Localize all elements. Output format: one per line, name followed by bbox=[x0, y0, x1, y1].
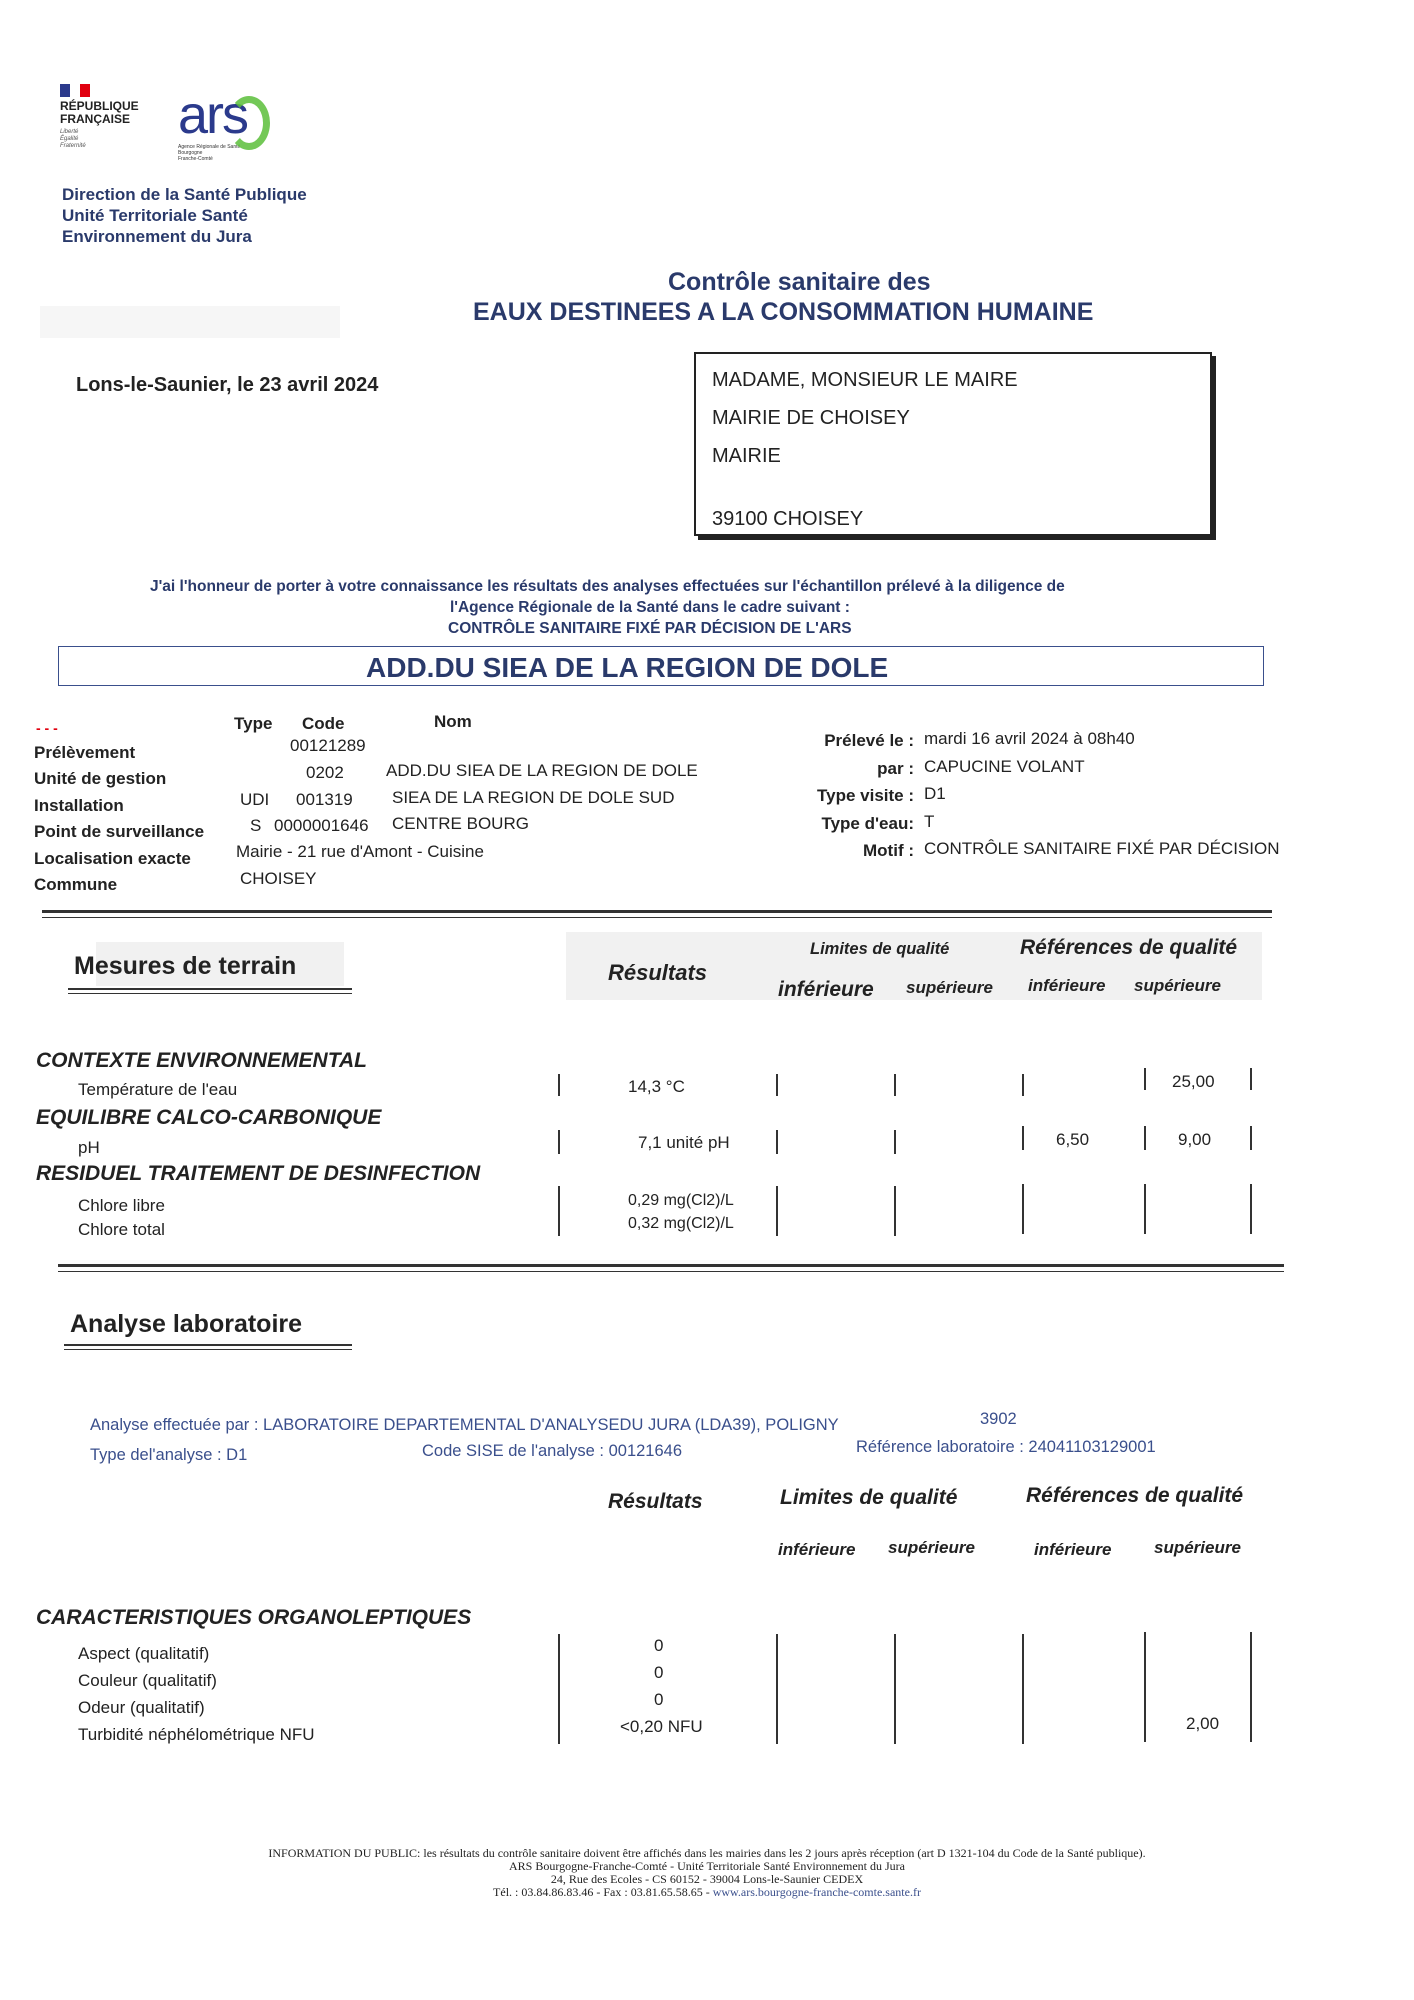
row-odeur-result: 0 bbox=[654, 1690, 664, 1709]
col-type-header: Type bbox=[234, 714, 273, 733]
recipient-block bbox=[712, 361, 1018, 475]
footer-line-2: ARS Bourgogne-Franche-Comté - Unité Territoriale Santé Environnement du Jura bbox=[509, 1859, 905, 1873]
commune-value: CHOISEY bbox=[240, 869, 317, 888]
terrain-heading-underline bbox=[68, 988, 352, 990]
ars-logo bbox=[178, 85, 248, 162]
ars-sub-2: Bourgogne bbox=[178, 150, 203, 156]
labo-analyse-par: Analyse effectuée par : LABORATOIRE DEPARTEMENTAL D'ANALYSEDU JURA (LDA39), POLIGNY bbox=[90, 1416, 839, 1434]
footer-line-3: 24, Rue des Ecoles - CS 60152 - 39004 Lons-le-Saunier CEDEX bbox=[550, 1872, 864, 1886]
prelevement-code: 00121289 bbox=[290, 736, 366, 755]
labo-row-labels bbox=[78, 1640, 315, 1748]
section-equilibre: EQUILIBRE CALCO-CARBONIQUE bbox=[36, 1106, 382, 1129]
row-temperature-ref-sup: 25,00 bbox=[1172, 1072, 1215, 1091]
devise-3: Fraternité bbox=[60, 143, 86, 149]
point-nom: CENTRE BOURG bbox=[392, 814, 529, 833]
terrain-col-bar bbox=[894, 1186, 896, 1236]
col-code-header: Code bbox=[302, 714, 345, 733]
terrain-ref-sup: supérieure bbox=[1134, 976, 1221, 995]
terrain-col-bar bbox=[558, 1186, 560, 1236]
row-ph-ref-sup: 9,00 bbox=[1178, 1130, 1212, 1149]
labo-lim-inf: inférieure bbox=[778, 1540, 856, 1559]
section-organoleptiques: CARACTERISTIQUES ORGANOLEPTIQUES bbox=[36, 1606, 472, 1629]
terrain-col-bar bbox=[1022, 1074, 1024, 1096]
section-contexte: CONTEXTE ENVIRONNEMENTAL bbox=[36, 1049, 367, 1072]
terrain-col-references: Références de qualité bbox=[1020, 936, 1238, 959]
label-point: Point de surveillance bbox=[34, 822, 205, 842]
row-turbidite-ref-sup: 2,00 bbox=[1186, 1714, 1220, 1733]
labo-col-bar bbox=[776, 1634, 778, 1744]
row-aspect-result: 0 bbox=[654, 1636, 664, 1655]
label-type-visite: Type visite : bbox=[817, 786, 914, 805]
labo-type-analyse: Type del'analyse : D1 bbox=[90, 1446, 248, 1464]
republique-text-1: RÉPUBLIQUE bbox=[60, 99, 139, 113]
row-turbidite-label: Turbidité néphélométrique NFU bbox=[78, 1725, 315, 1744]
republique-logo bbox=[60, 84, 139, 150]
labo-heading-underline-2 bbox=[64, 1349, 352, 1350]
labo-lim-sup: supérieure bbox=[888, 1538, 975, 1557]
terrain-lim-sup: supérieure bbox=[906, 978, 993, 997]
terrain-col-resultats: Résultats bbox=[608, 960, 708, 985]
recipient-line-3: MAIRIE bbox=[712, 445, 781, 467]
terrain-heading-underline-2 bbox=[68, 993, 352, 994]
labo-col-bar bbox=[1144, 1632, 1146, 1742]
localisation-value: Mairie - 21 rue d'Amont - Cuisine bbox=[236, 842, 484, 861]
value-preleve-le: mardi 16 avril 2024 à 08h40 bbox=[924, 729, 1135, 748]
col-nom-header: Nom bbox=[434, 712, 472, 731]
label-par: par : bbox=[877, 758, 914, 778]
row-chlore-total-result: 0,32 mg(Cl2)/L bbox=[628, 1215, 734, 1232]
ars-sub-1: Agence Régionale de Santé bbox=[178, 144, 241, 150]
inst-type: UDI bbox=[240, 790, 270, 809]
devise-1: Liberté bbox=[60, 129, 79, 135]
row-couleur-label: Couleur (qualitatif) bbox=[78, 1671, 217, 1690]
terrain-col-bar bbox=[776, 1186, 778, 1236]
devise-2: Égalité bbox=[60, 136, 79, 142]
terrain-col-bar bbox=[1144, 1184, 1146, 1234]
org-line-1: Direction de la Santé Publique bbox=[62, 185, 307, 204]
labo-code-sise: Code SISE de l'analyse : 00121646 bbox=[422, 1442, 683, 1460]
right-values bbox=[924, 725, 1279, 863]
terrain-col-bar bbox=[1250, 1126, 1252, 1150]
labo-col-bar bbox=[558, 1634, 560, 1744]
row-chlore-libre-label: Chlore libre bbox=[78, 1196, 165, 1215]
row-chlore-libre-result: 0,29 mg(Cl2)/L bbox=[628, 1192, 734, 1209]
inst-nom: SIEA DE LA REGION DE DOLE SUD bbox=[392, 788, 675, 807]
label-motif: Motif : bbox=[863, 841, 914, 860]
row-ph-label: pH bbox=[78, 1138, 100, 1157]
intro-line-1: J'ai l'honneur de porter à votre connaissance les résultats des analyses effectuées sur l'échantillon prélevé à la diligence de bbox=[150, 578, 1065, 595]
labo-heading: Analyse laboratoire bbox=[70, 1310, 303, 1338]
terrain-col-bar bbox=[1022, 1126, 1024, 1150]
terrain-heading: Mesures de terrain bbox=[74, 952, 297, 980]
terrain-col-bar bbox=[894, 1130, 896, 1154]
ars-s-mark bbox=[228, 96, 270, 150]
value-par: CAPUCINE VOLANT bbox=[924, 756, 1085, 776]
org-block bbox=[62, 184, 307, 247]
terrain-col-bar bbox=[558, 1130, 560, 1154]
banner-title: ADD.DU SIEA DE LA REGION DE DOLE bbox=[366, 652, 889, 683]
terrain-col-bar bbox=[1144, 1126, 1146, 1150]
footer-line-4 bbox=[0, 1886, 1414, 1899]
label-localisation: Localisation exacte bbox=[34, 848, 191, 868]
terrain-ref-inf: inférieure bbox=[1028, 976, 1106, 995]
title-line-1: Contrôle sanitaire des bbox=[668, 268, 931, 296]
right-labels bbox=[800, 727, 914, 865]
row-aspect-label: Aspect (qualitatif) bbox=[78, 1644, 210, 1663]
separator-1 bbox=[42, 910, 1272, 913]
inst-code: 001319 bbox=[296, 790, 353, 809]
footer-line-1: INFORMATION DU PUBLIC: les résultats du contrôle sanitaire doivent être affichés dans les mairies dans les 2 jours après réception (art D 1321-104 du Code de la Santé publique). bbox=[268, 1846, 1146, 1860]
recipient-line-1: MADAME, MONSIEUR LE MAIRE bbox=[712, 369, 1018, 391]
footer-website-link[interactable]: www.ars.bourgogne-franche-comte.sante.fr bbox=[712, 1885, 921, 1899]
terrain-col-bar bbox=[776, 1074, 778, 1096]
republique-text-2: FRANÇAISE bbox=[60, 112, 131, 126]
intro-line-2: l'Agence Régionale de la Santé dans le cadre suivant : bbox=[450, 599, 850, 616]
dashes-marker: - - - bbox=[36, 720, 58, 736]
labo-col-bar bbox=[894, 1634, 896, 1744]
labo-ref-sup: supérieure bbox=[1154, 1538, 1241, 1557]
label-type-eau: Type d'eau: bbox=[821, 813, 914, 833]
labo-col-limites: Limites de qualité bbox=[780, 1486, 958, 1509]
terrain-col-bar bbox=[558, 1074, 560, 1096]
labo-code: 3902 bbox=[980, 1410, 1017, 1428]
labo-ref: Référence laboratoire : 24041103129001 bbox=[856, 1438, 1156, 1456]
labo-col-resultats: Résultats bbox=[608, 1490, 703, 1513]
separator-1b bbox=[42, 917, 1272, 918]
faded-header-area bbox=[40, 306, 340, 338]
terrain-col-bar bbox=[1022, 1184, 1024, 1234]
labo-col-references: Références de qualité bbox=[1026, 1484, 1244, 1507]
label-unite: Unité de gestion bbox=[34, 769, 167, 789]
terrain-col-bar bbox=[776, 1130, 778, 1154]
terrain-col-bar bbox=[1250, 1184, 1252, 1234]
org-line-3: Environnement du Jura bbox=[62, 227, 252, 246]
terrain-col-bar bbox=[1144, 1068, 1146, 1090]
separator-2 bbox=[58, 1264, 1284, 1267]
labo-ref-inf: inférieure bbox=[1034, 1540, 1112, 1559]
label-installation: Installation bbox=[34, 795, 124, 815]
point-code: 0000001646 bbox=[274, 816, 369, 835]
footer-contact: Tél. : 03.84.86.83.46 - Fax : 03.81.65.58.65 - bbox=[493, 1885, 713, 1899]
footer bbox=[0, 1847, 1414, 1899]
title-line-2: EAUX DESTINEES A LA CONSOMMATION HUMAINE bbox=[473, 298, 1094, 326]
terrain-col-limites: Limites de qualité bbox=[810, 940, 950, 958]
point-type: S bbox=[250, 816, 262, 835]
recipient-line-4: 39100 CHOISEY bbox=[712, 508, 864, 530]
sample-labels bbox=[34, 740, 204, 898]
value-type-eau: T bbox=[924, 811, 935, 831]
section-residuel: RESIDUEL TRAITEMENT DE DESINFECTION bbox=[36, 1162, 481, 1185]
label-prelevement: Prélèvement bbox=[34, 743, 136, 762]
row-chlore-total-label: Chlore total bbox=[78, 1220, 165, 1239]
label-commune: Commune bbox=[34, 875, 118, 895]
row-couleur-result: 0 bbox=[654, 1663, 664, 1682]
row-ph-ref-inf: 6,50 bbox=[1056, 1130, 1090, 1149]
place-date: Lons-le-Saunier, le 23 avril 2024 bbox=[76, 374, 379, 396]
labo-col-bar bbox=[1022, 1634, 1024, 1744]
labo-col-bar bbox=[1250, 1632, 1252, 1742]
ars-sub-3: Franche-Comté bbox=[178, 156, 213, 162]
value-type-visite: D1 bbox=[924, 784, 946, 803]
terrain-col-bar bbox=[1250, 1068, 1252, 1090]
row-turbidite-result: <0,20 NFU bbox=[620, 1717, 703, 1736]
row-odeur-label: Odeur (qualitatif) bbox=[78, 1698, 205, 1717]
label-preleve-le: Prélevé le : bbox=[824, 731, 914, 750]
intro-line-3: CONTRÔLE SANITAIRE FIXÉ PAR DÉCISION DE L'ARS bbox=[448, 620, 852, 637]
unite-code: 0202 bbox=[306, 763, 344, 782]
row-temperature-label: Température de l'eau bbox=[78, 1080, 238, 1099]
org-line-2: Unité Territoriale Santé bbox=[62, 206, 248, 225]
recipient-line-2: MAIRIE DE CHOISEY bbox=[712, 407, 910, 429]
terrain-lim-inf: inférieure bbox=[778, 978, 874, 1001]
separator-2b bbox=[58, 1271, 1284, 1272]
terrain-col-bar bbox=[894, 1074, 896, 1096]
labo-heading-underline bbox=[64, 1344, 352, 1346]
value-motif: CONTRÔLE SANITAIRE FIXÉ PAR DÉCISION bbox=[924, 839, 1280, 858]
flag-icon bbox=[60, 84, 90, 97]
row-temperature-result: 14,3 °C bbox=[628, 1077, 685, 1096]
unite-nom: ADD.DU SIEA DE LA REGION DE DOLE bbox=[386, 761, 698, 780]
row-ph-result: 7,1 unité pH bbox=[638, 1133, 730, 1152]
ars-logo-text: ars bbox=[178, 85, 248, 145]
